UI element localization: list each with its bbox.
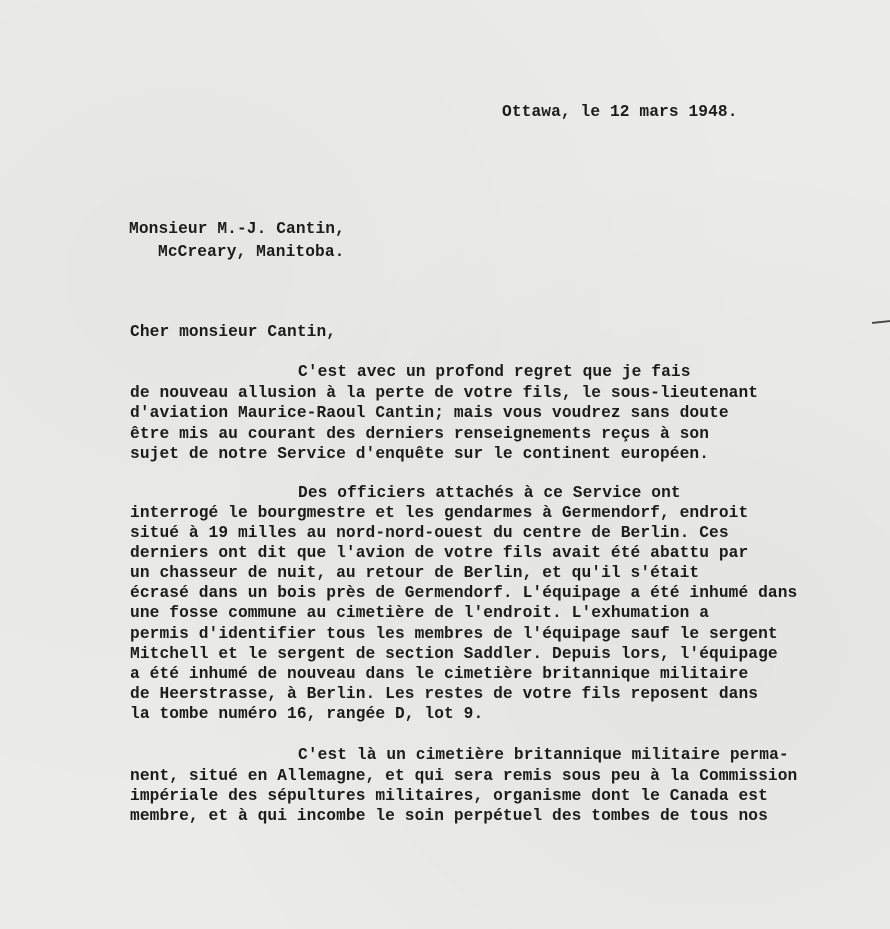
paragraph-2-line-1: Des officiers attachés à ce Service ont: [298, 484, 681, 502]
paragraph-2-line-4: derniers ont dit que l'avion de votre fils avait été abattu par: [130, 544, 749, 562]
paragraph-1-line-5: sujet de notre Service d'enquête sur le continent européen.: [130, 445, 710, 463]
paragraph-3-line-2: nent, situé en Allemagne, et qui sera remis sous peu à la Commission: [130, 767, 798, 785]
salutation: Cher monsieur Cantin,: [130, 323, 337, 341]
paragraph-2-line-3: situé à 19 milles au nord-nord-ouest du centre de Berlin. Ces: [130, 524, 729, 542]
paragraph-3-line-1: C'est là un cimetière britannique militaire perma-: [298, 746, 789, 764]
paragraph-2-line-11: de Heerstrasse, à Berlin. Les restes de votre fils reposent dans: [130, 685, 759, 703]
recipient-location: McCreary, Manitoba.: [158, 243, 345, 261]
paragraph-2-line-6: écrasé dans un bois près de Germendorf. L'équipage a été inhumé dans: [130, 584, 798, 602]
margin-mark: [872, 320, 890, 324]
paragraph-2-line-12: la tombe numéro 16, rangée D, lot 9.: [130, 705, 484, 723]
paragraph-1-line-2: de nouveau allusion à la perte de votre fils, le sous-lieutenant: [130, 384, 759, 402]
paragraph-3-line-4: membre, et à qui incombe le soin perpétuel des tombes de tous nos: [130, 807, 768, 825]
paragraph-1-line-3: d'aviation Maurice-Raoul Cantin; mais vous voudrez sans doute: [130, 404, 729, 422]
paragraph-2-line-7: une fosse commune au cimetière de l'endroit. L'exhumation a: [130, 604, 710, 622]
paragraph-2-line-2: interrogé le bourgmestre et les gendarmes à Germendorf, endroit: [130, 504, 749, 522]
paragraph-2-line-5: un chasseur de nuit, au retour de Berlin, et qu'il s'était: [130, 564, 700, 582]
paragraph-2-line-10: a été inhumé de nouveau dans le cimetière britannique militaire: [130, 665, 749, 683]
paragraph-3-line-3: impériale des sépultures militaires, organisme dont le Canada est: [130, 787, 768, 805]
paragraph-2-line-8: permis d'identifier tous les membres de l'équipage sauf le sergent: [130, 625, 778, 643]
paragraph-1-line-4: être mis au courant des derniers renseignements reçus à son: [130, 425, 710, 443]
paragraph-1-line-1: C'est avec un profond regret que je fais: [298, 363, 691, 381]
letter-date: Ottawa, le 12 mars 1948.: [502, 103, 738, 121]
paragraph-2-line-9: Mitchell et le sergent de section Saddler. Depuis lors, l'équipage: [130, 645, 778, 663]
recipient-name: Monsieur M.-J. Cantin,: [129, 220, 345, 238]
